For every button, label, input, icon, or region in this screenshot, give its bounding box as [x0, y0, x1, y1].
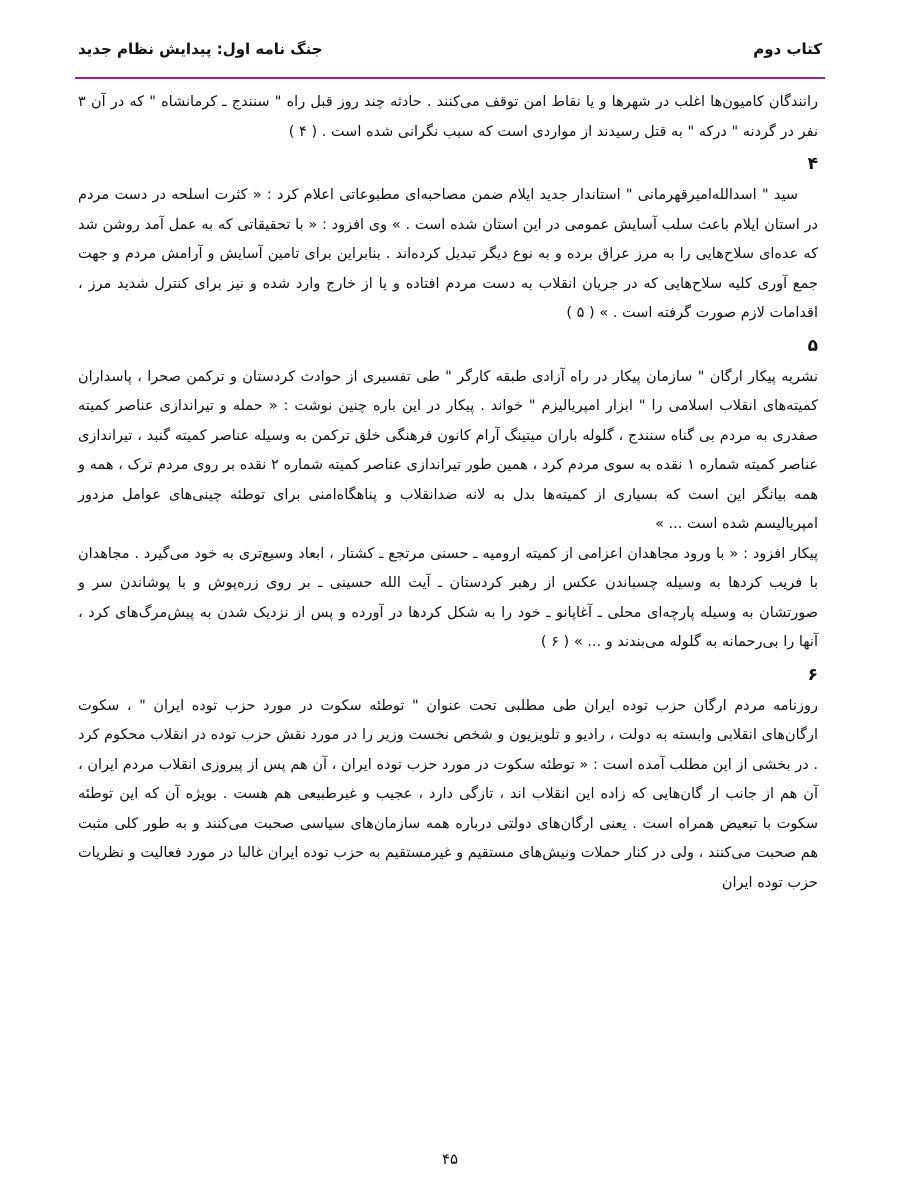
paragraph: پیکار افزود : « با ورود مجاهدان اعزامی از کمیته ارومیه ـ حسنی مرتجع ـ کشتار ، ابعاد وسیع‌تری به خود می‌گیرد . مجاهدان با فریب کردها به وسیله چسباندن عکس از رهبر کردستان ـ آیت الله حسینی ـ بر روی زره‌پوش و با پوشاندن سر و صورتشان به وسیله پارچه‌ای محلی ـ آغاپانو ـ خود را به شکل کردها در آورده و پس از نزدیک شدن به پیش‌مرگ‌های کرد ، آنها را بی‌رحمانه به گلوله می‌بندند و ... » ( ۶ ) [78, 545, 818, 650]
page-number: ۴۵ [441, 1150, 459, 1168]
page-body [78, 88, 818, 898]
chapter-label: کتاب دوم [753, 40, 822, 58]
running-header [78, 40, 822, 80]
section-number: ۵ [807, 335, 818, 356]
header-divider [75, 77, 825, 79]
paragraph: روزنامه مردم ارگان حزب توده ایران طی مطلبی تحت عنوان " توطئه سکوت در مورد حزب توده ایران " ، سکوت ارگان‌های انقلابی وابسته به دولت ، رادیو و تلویزیون و شخص نخست وزیر را در مورد نقش حزب توده در انقلاب محکوم کرد . در بخشی از این مطلب آمده است : « توطئه سکوت در مورد حزب توده ایران ، آن هم پس از پیروزی انقلاب مردم ایران ، آن هم از جانب ار گان‌هایی که زاده این انقلاب اند ، تازگی دارد ، عجیب و غیرطبیعی هم هست . بویژه آن که این توطئه سکوت با تبعیض همراه است . یعنی ارگان‌های دولتی درباره همه سازمان‌های سیاسی صحبت می‌کنند و به طور کلی مثبت هم صحبت می‌کنند ، ولی در کنار حملات ونیش‌های مستقیم و غیرمستقیم به حزب توده ایران غالبا در مورد فعالیت و نظریات حزب توده ایران [78, 697, 818, 891]
paragraph: رانندگان کامیون‌ها اغلب در شهرها و یا نقاط امن توقف می‌کنند . حادثه چند روز قبل راه " سنندج ـ کرمانشاه " که در آن ۳ نفر در گردنه " درکه " به قتل رسیدند از مواردی است که سبب نگرانی شده است . ( ۴ ) [78, 94, 818, 140]
paragraph: نشریه پیکار ارگان " سازمان پیکار در راه آزادی طبقه کارگر " طی تفسیری از حوادث کردستان و ترکمن صحرا ، پاسداران کمیته‌های انقلاب اسلامی را " ابزار امپریالیزم " خواند . پیکار در این باره چنین نوشت : « حمله و تیراندازی عناصر کمیته صفدری به مردم بی گناه سنندج ، گلوله باران میتینگ آرام کانون فرهنگی خلق ترکمن به وسیله عناصر کمیته گنبد ، تیراندازی عناصر کمیته شماره ۱ نقده به سوی مردم کرد ، همین طور تیراندازی عناصر کمیته شماره ۲ نقده بر روی مردم ترک ، همه و همه بیانگر این است که بسیاری از کمیته‌ها بدل به لانه ضدانقلاب و پناهگاه‌امنی برای توطئه چینی‌های عوامل مزدور امپریالیسم شده است ... » [78, 368, 818, 532]
paragraph: سید " اسدالله‌امیرقهرمانی " استاندار جدید ایلام ضمن مصاحبه‌ای مطبوعاتی اعلام کرد : « کثرت اسلحه در دست مردم در استان ایلام باعث سلب آسایش عمومی در این استان شده است . » وی افزود : « با تحقیقاتی که به عمل آمد روشن شد که عده‌ای سلاح‌هایی را به مرز عراق برده و به نوع دیگر تبدیل کرده‌اند . بنابراین برای تامین آسایش و آرامش مردم و جهت جمع آوری کلیه سلاح‌هایی که در جریان انقلاب به دست مردم افتاده و یا از خارج وارد شده و نیز برای کنترل شدید مرز ، اقدامات لازم صورت گرفته است . » ( ۵ ) [78, 187, 818, 321]
book-title: جنگ نامه اول: پیدایش نظام جدید [78, 40, 323, 58]
section-number: ۶ [807, 664, 818, 685]
section-number: ۴ [807, 154, 818, 174]
